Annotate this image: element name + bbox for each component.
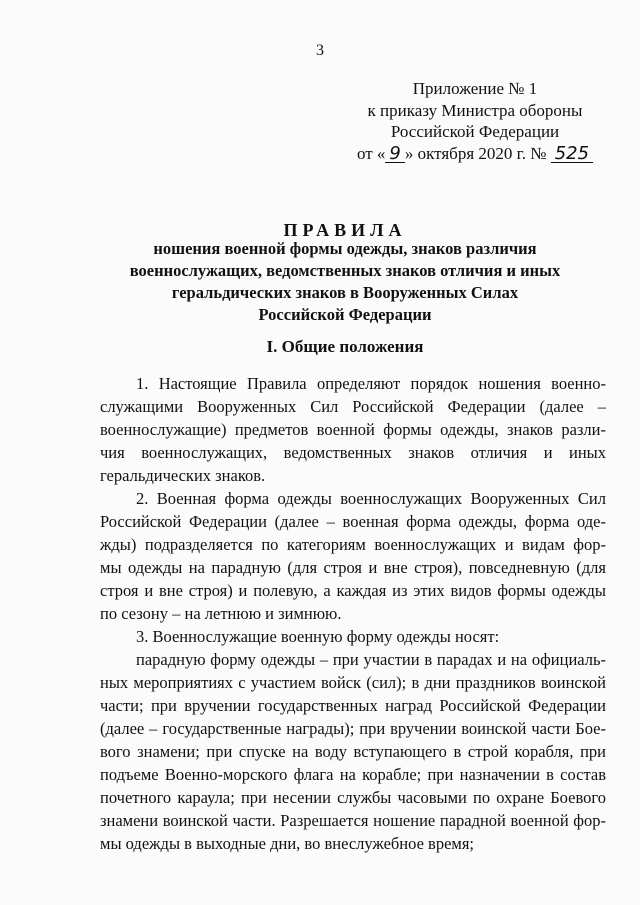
paragraph-line: мы одежды в выходные дни, во внеслужебное время; — [100, 834, 475, 853]
paragraph-line: военнослужащие) предметов военной формы одежды, знаков разли- — [100, 420, 606, 439]
paragraph-line: строя и вне строя) и полевую, а каждая из этих видов формы одежды — [100, 581, 606, 600]
paragraph-line: ных мероприятиях с участием войск (сил); в дни праздников воинской — [100, 673, 606, 692]
subtitle-line: геральдических знаков в Вооруженных Силах — [171, 283, 519, 302]
paragraph-line: 3. Военнослужащие военную форму одежды носят: — [136, 627, 500, 646]
paragraph-line: геральдических знаков. — [100, 466, 266, 485]
paragraph-line: 1. Настоящие Правила определяют порядок ношения военно- — [136, 374, 606, 393]
paragraph-line: мы одежды на парадную (для строя и вне строя), повседневную (для — [100, 558, 606, 577]
appendix-line-2: к приказу Министра обороны — [367, 100, 583, 120]
paragraph-line: Российской Федерации (далее – военная форма одежды, форма оде- — [100, 512, 606, 531]
appendix-date-line — [340, 143, 610, 165]
handwritten-order-number: 525 — [551, 145, 593, 163]
appendix-line-1: Приложение № 1 — [412, 79, 538, 98]
date-prefix: от « — [356, 143, 386, 163]
appendix-header — [340, 78, 610, 164]
handwritten-day: 9 — [385, 145, 404, 163]
paragraph-line: вого знамени; при спуске на воду вступающего в строй корабля, при — [100, 742, 606, 761]
paragraph-line: почетного караула; при несении службы часовыми по охране Боевого — [100, 788, 606, 807]
paragraph-line: чия военнослужащих, ведомственных знаков отличия и иных — [100, 443, 606, 462]
paragraph-line: парадную форму одежды – при участии в парадах и на официаль- — [136, 650, 606, 669]
page-number: 3 — [316, 42, 324, 59]
paragraph-line: 2. Военная форма одежды военнослужащих Вооруженных Сил — [136, 489, 606, 508]
paragraph-line: знамени воинской части. Разрешается ношение парадной военной фор- — [100, 811, 606, 830]
paragraph-line: подъеме Военно-морского флага на корабле; при назначении в состав — [100, 765, 606, 784]
subtitle-line: военнослужащих, ведомственных знаков отличия и иных — [129, 261, 561, 280]
document-subtitle — [90, 238, 600, 326]
paragraph-line: служащими Вооруженных Сил Российской Федерации (далее – — [100, 397, 606, 416]
document-body — [100, 372, 606, 855]
section-heading: I. Общие положения — [266, 337, 424, 356]
subtitle-line: ношения военной формы одежды, знаков различия — [153, 239, 537, 258]
paragraph-line: (далее – государственные награды); при вручении воинской части Бое- — [100, 719, 606, 738]
date-middle: » октября 2020 г. № — [404, 143, 547, 163]
paragraph-line: жды) подразделяется по категориям военнослужащих и видам фор- — [100, 535, 606, 554]
document-title: ПРАВИЛА — [283, 220, 407, 240]
appendix-line-3: Российской Федерации — [390, 122, 560, 141]
subtitle-line: Российской Федерации — [258, 305, 432, 324]
paragraph-line: части; при вручении государственных наград Российской Федерации — [100, 696, 606, 715]
paragraph-line: по сезону – на летнюю и зимнюю. — [100, 604, 342, 623]
